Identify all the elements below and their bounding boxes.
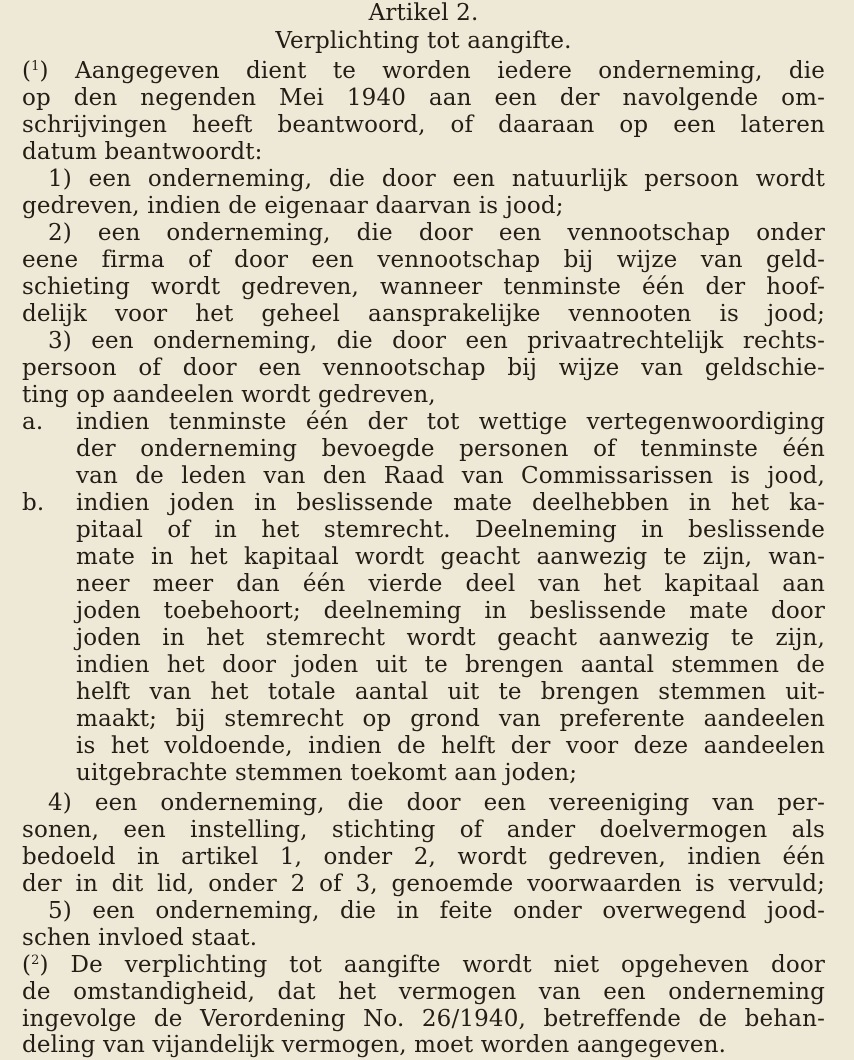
paragraph-2-footnote-number: 2 [31, 953, 40, 968]
item-3b-marker: b. [22, 490, 45, 516]
item-3b-line: pitaal of in het stemrecht. Deelneming in beslissende [76, 517, 825, 543]
item-3a-first-line [22, 409, 825, 436]
item-3a-line: van de leden van den Raad van Commissarissen is jood, [76, 463, 825, 489]
item-3b-first-line [22, 490, 825, 517]
item-3b-line: uitgebrachte stemmen toekomt aan joden; [76, 760, 578, 786]
item-4-line: 4) een onderneming, die door een vereeniging van per- [48, 790, 825, 816]
article-heading: Artikel 2. [368, 0, 479, 26]
article-subheading: Verplichting tot aangifte. [275, 28, 572, 54]
paragraph-1-footnote-number: 1 [31, 59, 40, 74]
paragraph-2-lead-text: De verplichting tot aangifte wordt niet opgeheven door [48, 952, 825, 978]
paragraph-2-marker-close: ) [39, 952, 49, 978]
paragraph-1-marker-open: ( [22, 58, 32, 84]
paragraph-1-marker-close: ) [39, 58, 49, 84]
item-2-line: 2) een onderneming, die door een vennootschap onder [48, 220, 825, 246]
item-3b-line: neer meer dan één vierde deel van het kapitaal aan [76, 571, 825, 597]
item-4-line: sonen, een instelling, stichting of ander doelvermogen als [22, 817, 825, 843]
paragraph-2-line: deling van vijandelijk vermogen, moet worden aangegeven. [22, 1032, 727, 1058]
item-3b-line: joden in het stemrecht wordt geacht aanwezig te zijn, [76, 625, 825, 651]
item-3b-line: joden toebehoort; deelneming in beslissende mate door [76, 598, 825, 624]
item-5-line: schen invloed staat. [22, 925, 258, 951]
item-5-line: 5) een onderneming, die in feite onder overwegend jood- [48, 898, 825, 924]
item-1-line: gedreven, indien de eigenaar daarvan is jood; [22, 193, 564, 219]
paragraph-1-line: schrijvingen heeft beantwoord, of daaraan op een lateren [22, 112, 825, 138]
item-3a-marker: a. [22, 409, 44, 435]
item-4-line: bedoeld in artikel 1, onder 2, wordt gedreven, indien één [22, 844, 825, 870]
paragraph-2-line: ingevolge de Verordening No. 26/1940, betreffende de behan- [22, 1006, 825, 1032]
paragraph-1-line: datum beantwoordt: [22, 139, 263, 165]
item-3b-first-text: indien joden in beslissende mate deelhebben in het ka- [76, 490, 825, 516]
item-3-line: ting op aandeelen wordt gedreven, [22, 382, 436, 408]
item-4-line: der in dit lid, onder 2 of 3, genoemde voorwaarden is vervuld; [22, 871, 825, 897]
paragraph-1-line: op den negenden Mei 1940 aan een der navolgende om- [22, 85, 825, 111]
item-3b-line: is het voldoende, indien de helft der voor deze aandeelen [76, 733, 825, 759]
item-3b-line: indien het door joden uit te brengen aantal stemmen de [76, 652, 825, 678]
item-3a-line: der onderneming bevoegde personen of tenminste één [76, 436, 825, 462]
item-3b-line: mate in het kapitaal wordt geacht aanwezig te zijn, wan- [76, 544, 825, 570]
item-3-line: 3) een onderneming, die door een privaatrechtelijk rechts- [48, 328, 825, 354]
item-2-line: eene firma of door een vennootschap bij wijze van geld- [22, 247, 825, 273]
paragraph-1-first-line [22, 58, 825, 85]
paragraph-2-first-line [22, 952, 825, 979]
item-1-line: 1) een onderneming, die door een natuurlijk persoon wordt [48, 166, 825, 192]
paragraph-2-line: de omstandigheid, dat het vermogen van een onderneming [22, 979, 825, 1005]
item-3-line: persoon of door een vennootschap bij wijze van geldschie- [22, 355, 825, 381]
item-2-line: delijk voor het geheel aansprakelijke vennooten is jood; [22, 301, 825, 327]
item-2-line: schieting wordt gedreven, wanneer tenminste één der hoof- [22, 274, 825, 300]
paragraph-1-lead-text: Aangegeven dient te worden iedere onderneming, die [48, 58, 825, 84]
paragraph-2-marker-open: ( [22, 952, 32, 978]
item-3b-line: maakt; bij stemrecht op grond van preferente aandeelen [76, 706, 825, 732]
item-3a-first-text: indien tenminste één der tot wettige vertegenwoordiging [76, 409, 825, 435]
item-3b-line: helft van het totale aantal uit te brengen stemmen uit- [76, 679, 825, 705]
